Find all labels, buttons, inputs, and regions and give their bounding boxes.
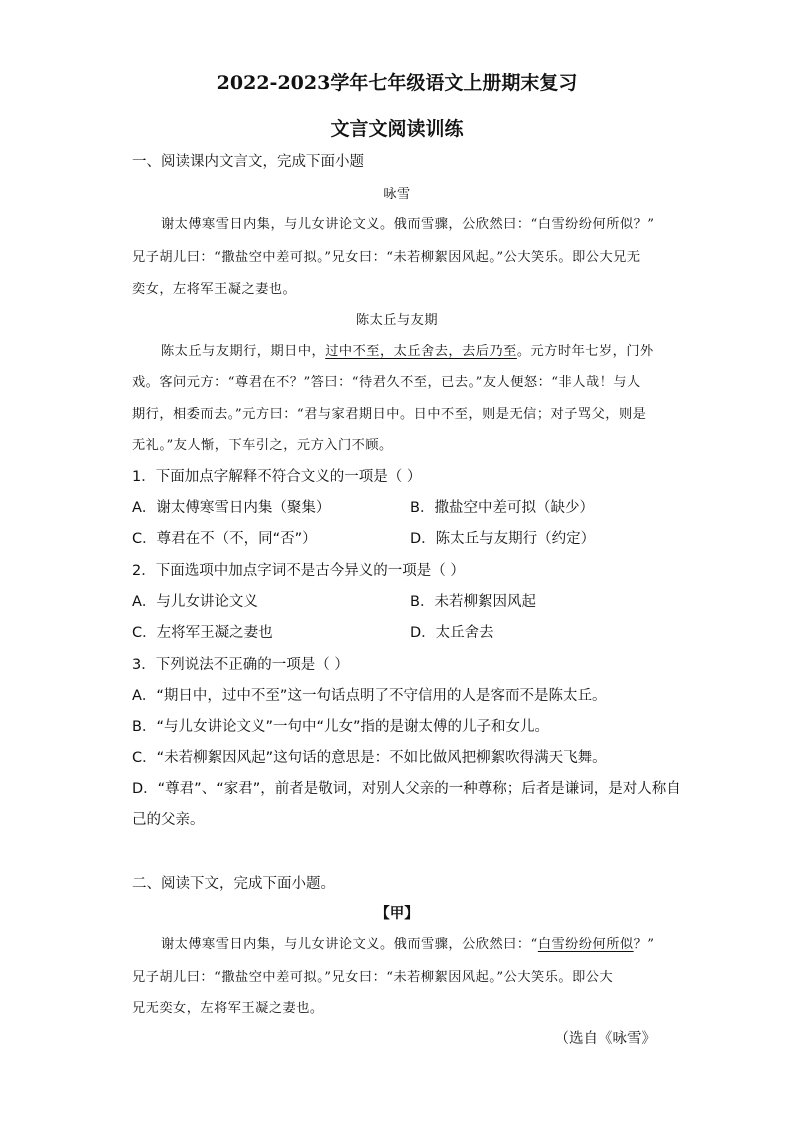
question-stem: 1．下面加点字解释不符合文义的一项是（ ）: [132, 469, 422, 485]
passage2-title: 陈太丘与友期: [355, 313, 439, 328]
passage2-line: 期行，相委而去。”元方曰：“君与家君期日中。日中不至，则是无信；对子骂父，则是: [132, 407, 647, 422]
option-b: B．撒盐空中差可拟（缺少）: [410, 500, 594, 516]
passage3-text: 谢太傅寒雪日内集，与儿女讲论文义。俄而雪骤，公欣然曰：“: [161, 937, 538, 952]
option-c: C．“未若柳絮因风起”这句话的意思是：不如比做风把柳絮吹得满天飞舞。: [132, 750, 607, 766]
document-title: 2022-2023学年七年级语文上册期末复习: [216, 72, 578, 94]
passage2-text: 陈太丘与友期行，期日中，: [161, 344, 326, 359]
passage3-line: 兄子胡儿曰：“撒盐空中差可拟。”兄女曰：“未若柳絮因风起。”公大笑乐。即公大: [132, 970, 614, 985]
passage1-line: 谢太傅寒雪日内集，与儿女讲论文义。俄而雪骤，公欣然曰：“白雪纷纷何所似？”: [161, 217, 655, 232]
passage3-text: ？”: [633, 937, 655, 952]
passage-label: 【甲】: [375, 906, 419, 922]
passage3-line: 兄无奕女，左将军王凝之妻也。: [132, 1001, 324, 1016]
question-stem: 3．下列说法不正确的一项是（ ）: [132, 657, 349, 673]
option-a: A．与儿女讲论文义: [132, 594, 258, 610]
document-subtitle: 文言文阅读训练: [330, 118, 464, 140]
source-citation: （选自《咏雪》: [554, 1031, 656, 1047]
section1-heading: 一、阅读课内文言文，完成下面小题: [132, 154, 364, 170]
passage2-line: [161, 340, 654, 359]
option-b: B．“与儿女讲论文义”一句中“儿女”指的是谢太傅的儿子和女儿。: [132, 719, 549, 735]
question-stem: 2．下面选项中加点字词不是古今异义的一项是（ ）: [132, 563, 465, 579]
option-a: A．“期日中，过中不至”这一句话点明了不守信用的人是客而不是陈太丘。: [132, 688, 607, 704]
option-a: A．谢太傅寒雪日内集（聚集）: [132, 500, 331, 516]
passage2-text: 。元方时年七岁，门外: [516, 344, 654, 359]
option-b: B．未若柳絮因风起: [410, 594, 536, 610]
passage3-line: [161, 933, 655, 952]
option-d-continued: 己的父亲。: [132, 812, 205, 828]
underlined-phrase: 过中不至，太丘舍去，去后乃至: [325, 344, 517, 359]
passage1-line: 兄子胡儿曰：“撒盐空中差可拟。”兄女曰：“未若柳絮因风起。”公大笑乐。即公大兄无: [132, 250, 641, 265]
option-c: C．尊君在不（不，同“否”）: [132, 531, 317, 547]
passage1-title: 咏雪: [383, 187, 411, 202]
option-c: C．左将军王凝之妻也: [132, 625, 273, 641]
option-d: D．太丘舍去: [410, 625, 494, 641]
passage2-line: 无礼。”友人惭，下车引之，元方入门不顾。: [132, 438, 393, 453]
section2-heading: 二、阅读下文，完成下面小题。: [132, 876, 335, 892]
passage2-line: 戏。客问元方：“尊君在不？”答曰：“待君久不至，已去。”友人便怒：“非人哉！与人: [132, 375, 641, 390]
passage1-line: 奕女，左将军王凝之妻也。: [132, 282, 297, 297]
underlined-phrase: 白雪纷纷何所似: [537, 937, 634, 952]
option-d: D．“尊君”、“家君”，前者是敬词，对别人父亲的一种尊称；后者是谦词，是对人称自: [132, 781, 681, 797]
option-d: D．陈太丘与友期行（约定）: [410, 531, 596, 547]
